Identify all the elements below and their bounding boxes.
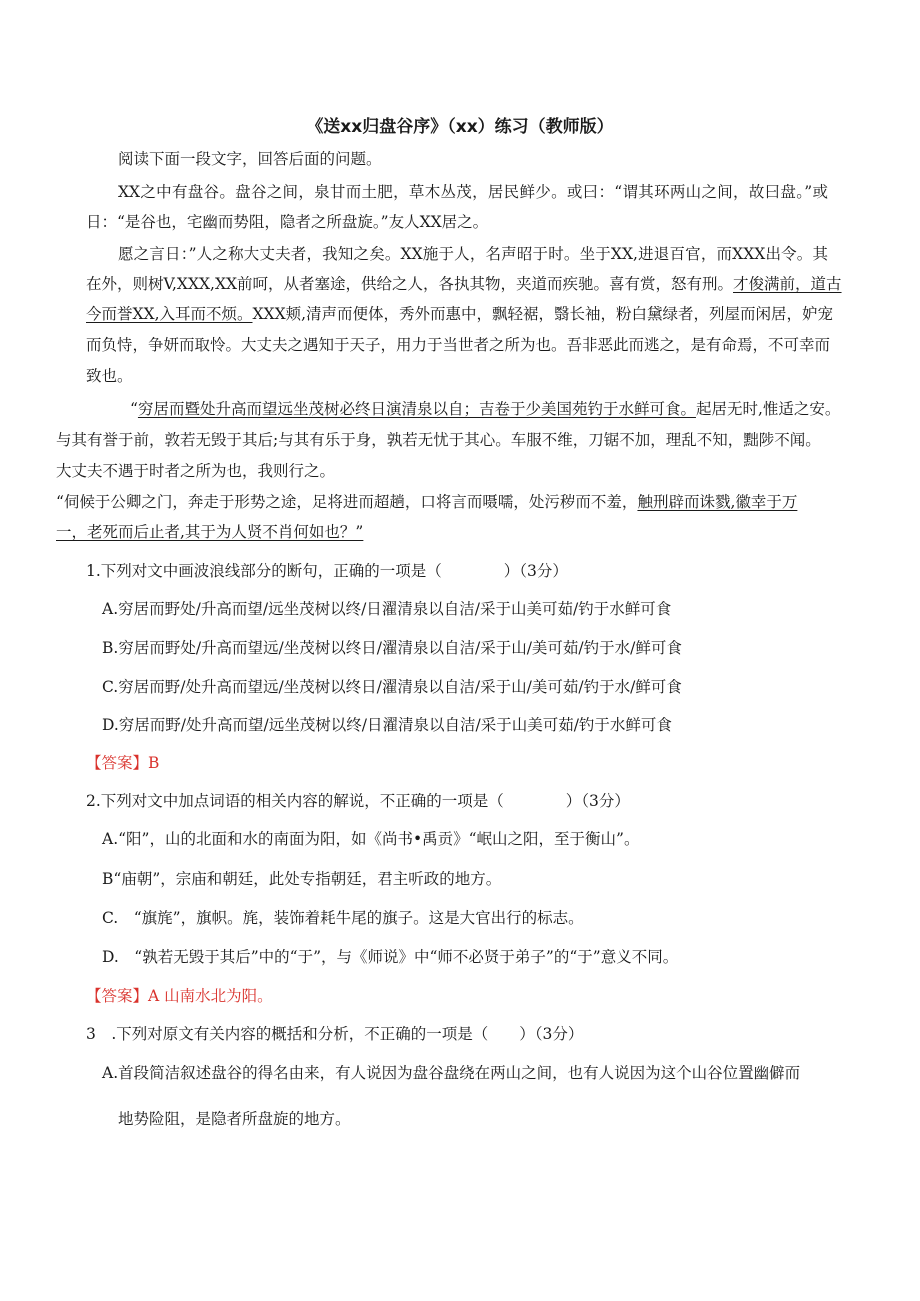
- document-title: 《送xx归盘谷序》（xx）练习（教师版）: [306, 117, 614, 137]
- option-a: A.“阳”，山的北面和水的南面为阳，如《尚书•禹贡》“岷山之阳，至于衡山”。: [102, 830, 640, 848]
- option-c: C.穷居而野/处升高而望远/坐茂树以终日/濯清泉以自洁/采于山/美可茹/钓于水/鲜可食: [102, 678, 682, 696]
- passage-line: 而负恃，争妍而取怜。大丈夫之遇知于天子，用力于当世者之所为也。吾非恶此而逃之，是有命焉，不可幸而: [86, 336, 831, 354]
- passage-text: 在外，则树V,XXX,XX前呵，从者塞途，供给之人，各执其物，夹道而疾驰。喜有赏，怒有刑。: [86, 275, 734, 293]
- wavy-underlined-text: 穷居而暨处升高而望远坐茂树必终日演清泉以自；吉卷于少美国苑钓于水鲜可食。: [137, 400, 696, 418]
- passage-line: 愿之言日：”人之称大丈夫者，我知之矣。XX施于人，名声昭于时。坐于XX,进退百官，而XXX出令。其: [118, 245, 828, 263]
- passage-line: XX之中有盘谷。盘谷之间，泉甘而土肥，草木丛茂，居民鲜少。或曰：“谓其环两山之间，故曰盘。”或: [118, 183, 828, 201]
- underlined-text: 今而誉XX,入耳而不烦。: [86, 305, 253, 323]
- underlined-text: 一，老死而后止者,其于为人贤不肖何如也？”: [56, 523, 364, 541]
- passage-text: “: [130, 400, 138, 418]
- passage-line: 致也。: [86, 367, 133, 385]
- question-stem: 2.下列对文中加点词语的相关内容的解说，不正确的一项是（ ）（3分）: [86, 792, 630, 810]
- passage-line: 日：“是谷也，宅幽而势阻，隐者之所盘旋。”友人XX居之。: [86, 213, 489, 231]
- option-a-continued: 地势险阻，是隐者所盘旋的地方。: [118, 1110, 351, 1128]
- passage-line: [86, 273, 846, 295]
- answer-text: 【答案】A 山南水北为阳。: [86, 987, 273, 1005]
- passage-line: [56, 491, 816, 513]
- option-a: A.首段简洁叙述盘谷的得名由来，有人说因为盘谷盘绕在两山之间，也有人说因为这个山谷位置幽僻而: [102, 1064, 801, 1082]
- passage-text: XXX颊,清声而便体，秀外而惠中，飘轻裾，翳长袖，粉白黛绿者，列屋而闲居，妒宠: [252, 305, 834, 323]
- question-stem: 3 .下列对原文有关内容的概括和分析，不正确的一项是（ ）（3分）: [86, 1025, 584, 1043]
- passage-text: “伺候于公卿之门，奔走于形势之途，足将进而超趟，口将言而嗫嚅，处污秽而不羞，: [56, 493, 638, 511]
- answer-text: 【答案】B: [86, 754, 160, 772]
- passage-line: 大丈夫不遇于时者之所为也，我则行之。: [56, 462, 336, 480]
- option-b: B“庙朝”，宗庙和朝廷，此处专指朝廷，君主听政的地方。: [102, 870, 502, 888]
- passage-line: 与其有誉于前，敦若无毁于其后;与其有乐于身，孰若无忧于其心。车服不维，刀锯不加，理乱不知，黜陟不闻。: [56, 431, 821, 449]
- passage-line: [86, 303, 846, 325]
- question-stem: 1.下列对文中画波浪线部分的断句，正确的一项是（ ）（3分）: [86, 562, 568, 580]
- option-b: B.穷居而野处/升高而望远/坐茂树以终日/濯清泉以自洁/采于山/美可茹/钓于水/鲜可食: [102, 639, 682, 657]
- option-c: C. “旗旄”，旗帜。旄，装饰着耗牛尾的旗子。这是大官出行的标志。: [102, 909, 584, 927]
- passage-line: [130, 398, 890, 420]
- option-d: D.穷居而野/处升高而望/远坐茂树以终/日濯清泉以自洁/采于山美可茹/钓于水鲜可食: [102, 716, 672, 734]
- option-a: A.穷居而野处/升高而望/远坐茂树以终/日濯清泉以自洁/采于山美可茹/钓于水鲜可食: [102, 600, 672, 618]
- passage-line: [56, 521, 816, 543]
- instruction-text: 阅读下面一段文字，回答后面的问题。: [118, 150, 382, 168]
- underlined-text: 才俊满前，道古: [733, 275, 842, 293]
- underlined-text: 触刑辟而诛戮,徽幸于万: [637, 493, 798, 511]
- option-d: D. “孰若无毁于其后”中的“于”，与《师说》中“师不必贤于弟子”的“于”意义不同。: [102, 948, 679, 966]
- passage-text: 起居无时,惟适之安。: [695, 400, 841, 418]
